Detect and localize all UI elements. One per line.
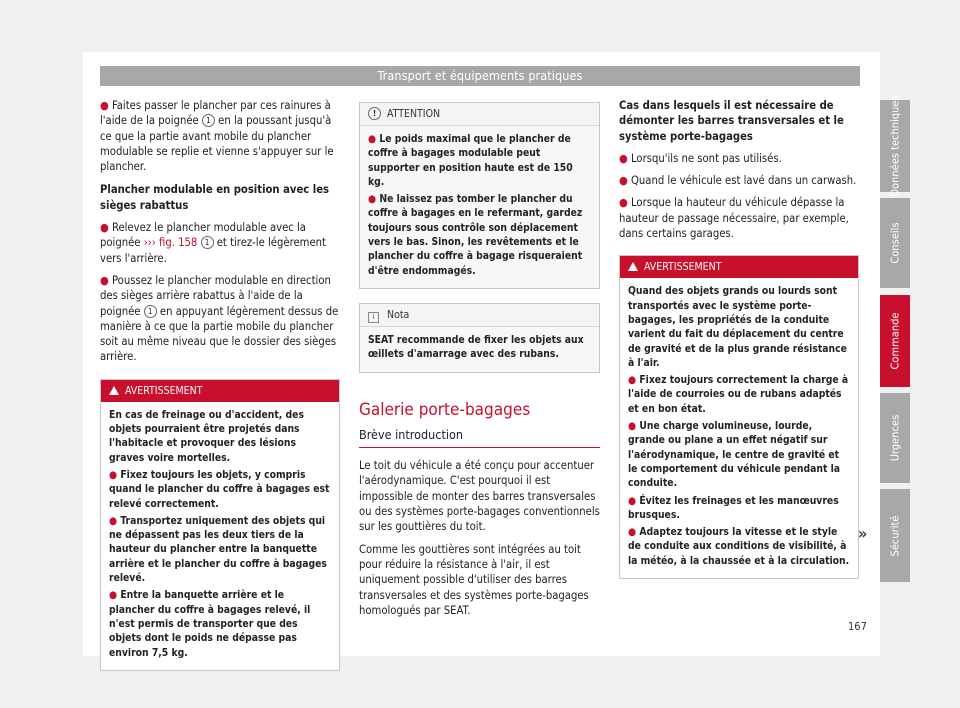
bullet-icon: ● <box>628 420 637 433</box>
warning-body: Quand des objets grands ou lourds sont transportés avec le système porte-bagages, les propriétés de la conduite varient du fait du déplacement du centre de gravité et de la plus grande résistance à l'air. ● Fixez toujours correctement la charge à l'aide de courroies ou de rubans adaptés et en bon état. ● Une charge volumineuse, lourde, grande ou plane a un effet négatif sur l'aérodynamique, le centre de gravité et le comportement du véhicule pendant la conduite. ● Évitez les freinages et les manœuvres brusques. ● Adaptez toujours la vitesse et le style de conduite aux conditions de visibilité, à la météo, à la chaussée et à la circulation. <box>620 278 858 578</box>
paragraph: ● Poussez le plancher modulable en direction des sièges arrière rabattus à l'aide de la poignée 1 en appuyant légèrement dessus de manière à ce que la partie mobile du plancher soit au même niveau que le dossier des sièges arrière. <box>100 273 339 364</box>
section-title: Galerie porte-bagages <box>359 399 531 420</box>
note-icon: i <box>368 312 379 323</box>
note-body: SEAT recommande de fixer les objets aux œillets d'amarrage avec des rubans. <box>360 327 599 372</box>
bullet-icon: ● <box>619 196 628 210</box>
bullet-icon: ● <box>619 174 628 188</box>
paragraph: ● Faites passer le plancher par ces rainures à l'aide de la poignée 1 en la poussant jusqu'à ce que la partie avant mobile du plancher modulable se replie et vienne s'appuyer sur le plancher. <box>100 99 334 174</box>
bullet-icon: ● <box>100 99 109 112</box>
warning-header: AVERTISSEMENT <box>620 256 858 278</box>
attention-header: ! ATTENTION <box>360 103 599 126</box>
list-item: ● Lorsque la hauteur du véhicule dépasse la hauteur de passage nécessaire, par exemple, dans certains garages. <box>619 196 849 241</box>
list-item: ● Quand le véhicule est lavé dans un carwash. <box>619 174 857 188</box>
warning-header: AVERTISSEMENT <box>101 380 339 402</box>
column-2 <box>359 102 600 625</box>
warning-triangle-icon <box>109 386 119 395</box>
bullet-icon: ● <box>628 494 637 507</box>
list-item: ● Lorsqu'ils ne sont pas utilisés. <box>619 151 782 165</box>
warning-box <box>619 255 859 579</box>
attention-box <box>359 102 600 289</box>
bullet-icon: ● <box>100 221 109 235</box>
bullet-icon: ● <box>628 526 637 539</box>
paragraph: Comme les gouttières sont intégrées au toit pour réduire la résistance à l'air, il est uniquement possible d'utiliser des barres transversales et des systèmes porte-bagages homologués par SEAT. <box>359 542 589 617</box>
column-1 <box>100 98 340 681</box>
bullet-icon: ● <box>368 193 377 206</box>
warning-box <box>100 379 340 671</box>
page-header: Transport et équipements pratiques <box>100 66 860 86</box>
note-header: i Nota <box>360 304 599 327</box>
attention-icon: ! <box>368 107 381 120</box>
figure-link[interactable]: ››› fig. 158 <box>143 236 198 250</box>
column-3 <box>619 98 859 589</box>
bullet-icon: ● <box>109 514 118 527</box>
section-heading: Plancher modulable en position avec les sièges rabattus <box>100 183 330 212</box>
callout-number: 1 <box>201 236 214 249</box>
attention-body: ● Le poids maximal que le plancher de coffre à bagages modulable peut supporter en position haute est de 150 kg. ● Ne laissez pas tomber le plancher du coffre à bagages en le refermant, gardez toujours sous contrôle son déplacement vers le bas. Sinon, les revêtements et le plancher du coffre à bagage risqueraient d'être endommagés. <box>360 126 599 288</box>
warning-triangle-icon <box>628 262 638 271</box>
tab-donnees-techniques[interactable]: Données techniques <box>880 100 910 192</box>
bullet-icon: ● <box>628 374 637 387</box>
paragraph: Le toit du véhicule a été conçu pour accentuer l'aérodynamique. C'est pourquoi il est impossible de monter des barres transversales ou des systèmes porte-bagages conventionnels sur les gouttières du toit. <box>359 459 600 534</box>
bullet-icon: ● <box>109 468 118 481</box>
subsection-title: Brève introduction <box>359 427 600 448</box>
callout-number: 1 <box>144 305 157 318</box>
warning-body: En cas de freinage ou d'accident, des objets pourraient être projetés dans l'habitacle et provoquer des lésions graves voire mortelles. ● Fixez toujours les objets, y compris quand le plancher du coffre à bagages est relevé correctement. ● Transportez uniquement des objets qui ne dépassent pas les deux tiers de la hauteur du plancher entre la banquette arrière et le plancher du coffre à bagages relevé. ● Entre la banquette arrière et le plancher du coffre à bagages relevé, il n'est permis de transporter que des objets dont le poids ne dépasse pas environ 7,5 kg. <box>101 402 339 670</box>
tab-securite[interactable]: Sécurité <box>880 489 910 582</box>
section-heading: Cas dans lesquels il est nécessaire de démonter les barres transversales et le système porte-bagages <box>619 99 844 143</box>
continue-icon: » <box>858 524 868 543</box>
bullet-icon: ● <box>368 133 377 145</box>
bullet-icon: ● <box>109 589 118 602</box>
bullet-icon: ● <box>100 273 109 287</box>
tab-urgences[interactable]: Urgences <box>880 393 910 483</box>
tab-conseils[interactable]: Conseils <box>880 198 910 288</box>
tab-commande[interactable]: Commande <box>880 295 910 387</box>
note-box <box>359 303 600 373</box>
page-number: 167 <box>848 620 867 633</box>
callout-number: 1 <box>202 114 215 127</box>
paragraph: ● Relevez le plancher modulable avec la poignée ››› fig. 158 1 et tirez-le légèrement vers l'arrière. <box>100 221 326 265</box>
bullet-icon: ● <box>619 151 628 165</box>
